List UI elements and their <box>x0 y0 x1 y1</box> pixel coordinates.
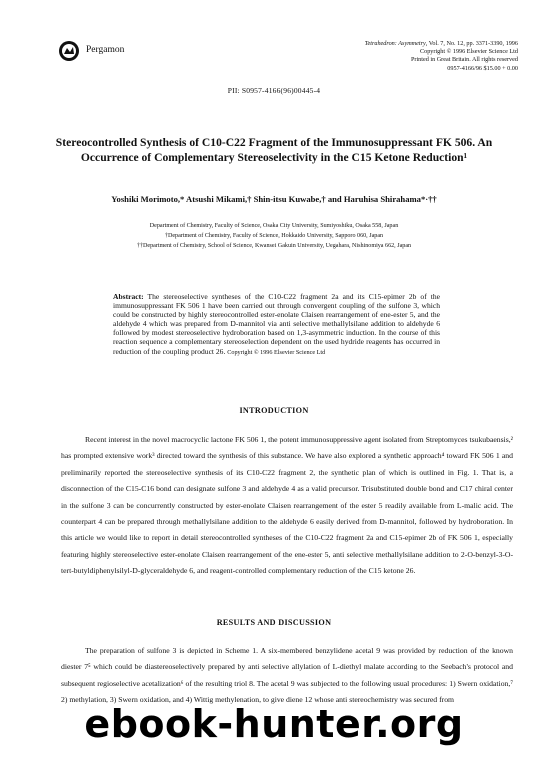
journal-name: Tetrahedron: Asymmetry <box>364 40 426 47</box>
printed-line: Printed in Great Britain. All rights reserved <box>410 56 518 64</box>
author-list: Yoshiki Morimoto,* Atsushi Mikami,† Shin-itsu Kuwabe,† and Haruhisa Shirahama*·†† <box>111 194 437 204</box>
abstract-copyright: Copyright © 1996 Elsevier Science Ltd <box>227 348 326 356</box>
results-heading: RESULTS AND DISCUSSION <box>216 618 332 627</box>
results-paragraph <box>61 643 513 709</box>
affiliations <box>30 222 518 251</box>
introduction-text: Recent interest in the novel macrocyclic lactone FK 506 1, the potent immunosuppressive agent isolated from Streptomyces tsukubaensis,² has prompted extensive work³ directed toward the synthesis of this substance. We have also explored a synthetic approach⁴ toward FK 506 1 and preliminarily reported the stereoselective synthesis of its C10-C22 fragment 2, the synthetic plan of which is outlined in Fig. 1. That is, a disconnection of the C15-C16 bond can designate sulfone 3 and aldehyde 4 as a valid precursor. Trisubstituted double bond and C17 chiral center in the sulfone 3 can be concurrently constructed by ester-enolate Claisen rearrangement of the ester 5 readily available from L-malic acid. The counterpart 4 can be prepared through methallylsilane addition to the aldehyde 6 easily derived from D-mannitol, followed by hydroboration. In this article we would like to report in detail stereocontrolled syntheses of the C10-C22 fragment 2a and C15-epimer 2b of FK 506 1, especially featuring highly stereoselective ester-enolate Claisen rearrangement of the ene-ester 5, anti selective methallylsilane addition to 2-O-benzyl-3-O-tert-butyldiphenylsilyl-D-glyceraldehyde 6, and reagent-controlled complementary reduction of the C15 ketone 26. <box>61 435 513 576</box>
introduction-heading: INTRODUCTION <box>239 406 309 415</box>
journal-info <box>318 40 518 73</box>
article-title: Stereocontrolled Synthesis of C10-C22 Fragment of the Immunosuppressant FK 506. An Occurrence of Complementary Stereoselectivity in the C15 Ketone Reduction¹ <box>55 136 493 164</box>
affiliation-2: †Department of Chemistry, Faculty of Science, Hokkaido University, Sapporo 060, Japan <box>164 232 384 239</box>
affiliation-3: ††Department of Chemistry, School of Science, Kwansei Gakuin University, Uegahara, Nishinomiya 662, Japan <box>136 242 412 249</box>
journal-citation: , Vol. 7, No. 12, pp. 3371-3390, 1996 <box>425 40 518 47</box>
introduction-paragraph <box>61 432 513 580</box>
abstract-text: The stereoselective syntheses of the C10-C22 fragment 2a and its C15-epimer 2b of the immunosuppressant FK 506 1 have been carried out through convergent coupling of the sulfone 3, which could be constructed by highly stereocontrolled ester-enolate Claisen rearrangement of ene-ester 5, and the aldehyde 4 which was prepared from D-mannitol via anti selective methallylsilane addition to aldehyde 6 followed by modest stereoselective hydroboration based on 1,3-asymmetric induction. In the course of this reaction sequence a complementary stereoselection dependent on the used hydride reagents has occurred in reduction of the coupling product 26. <box>113 292 440 356</box>
watermark: ebook-hunter.org <box>84 702 464 746</box>
pii-line: PII: S0957-4166(96)00445-4 <box>227 86 321 95</box>
results-text: The preparation of sulfone 3 is depicted in Scheme 1. A six-membered benzylidene acetal 9 was provided by reduction of the known diester 7⁵ which could be diastereoselectively prepared by anti selective allylation of L-diethyl malate according to the Seebach's protocol and subsequent regioselective acetalization⁶ of the resulting triol 8. The acetal 9 was subjected to the following usual procedures: 1) Swern oxidation,⁷ 2) methylation, 3) Swern oxidation, and 4) Wittig methylenation, to give diene 12 whose anti stereochemistry was secured from <box>61 646 513 705</box>
abstract <box>113 292 440 357</box>
issn-price: 0957-4166/96 $15.00 + 0.00 <box>447 64 518 72</box>
copyright-line: Copyright © 1996 Elsevier Science Ltd <box>419 48 518 56</box>
pergamon-logo-icon <box>58 40 80 62</box>
affiliation-1: Department of Chemistry, Faculty of Science, Osaka City University, Sumiyoshiku, Osaka 558, Japan <box>149 223 399 229</box>
publisher-name: Pergamon <box>86 45 125 55</box>
abstract-label: Abstract: <box>113 292 144 301</box>
